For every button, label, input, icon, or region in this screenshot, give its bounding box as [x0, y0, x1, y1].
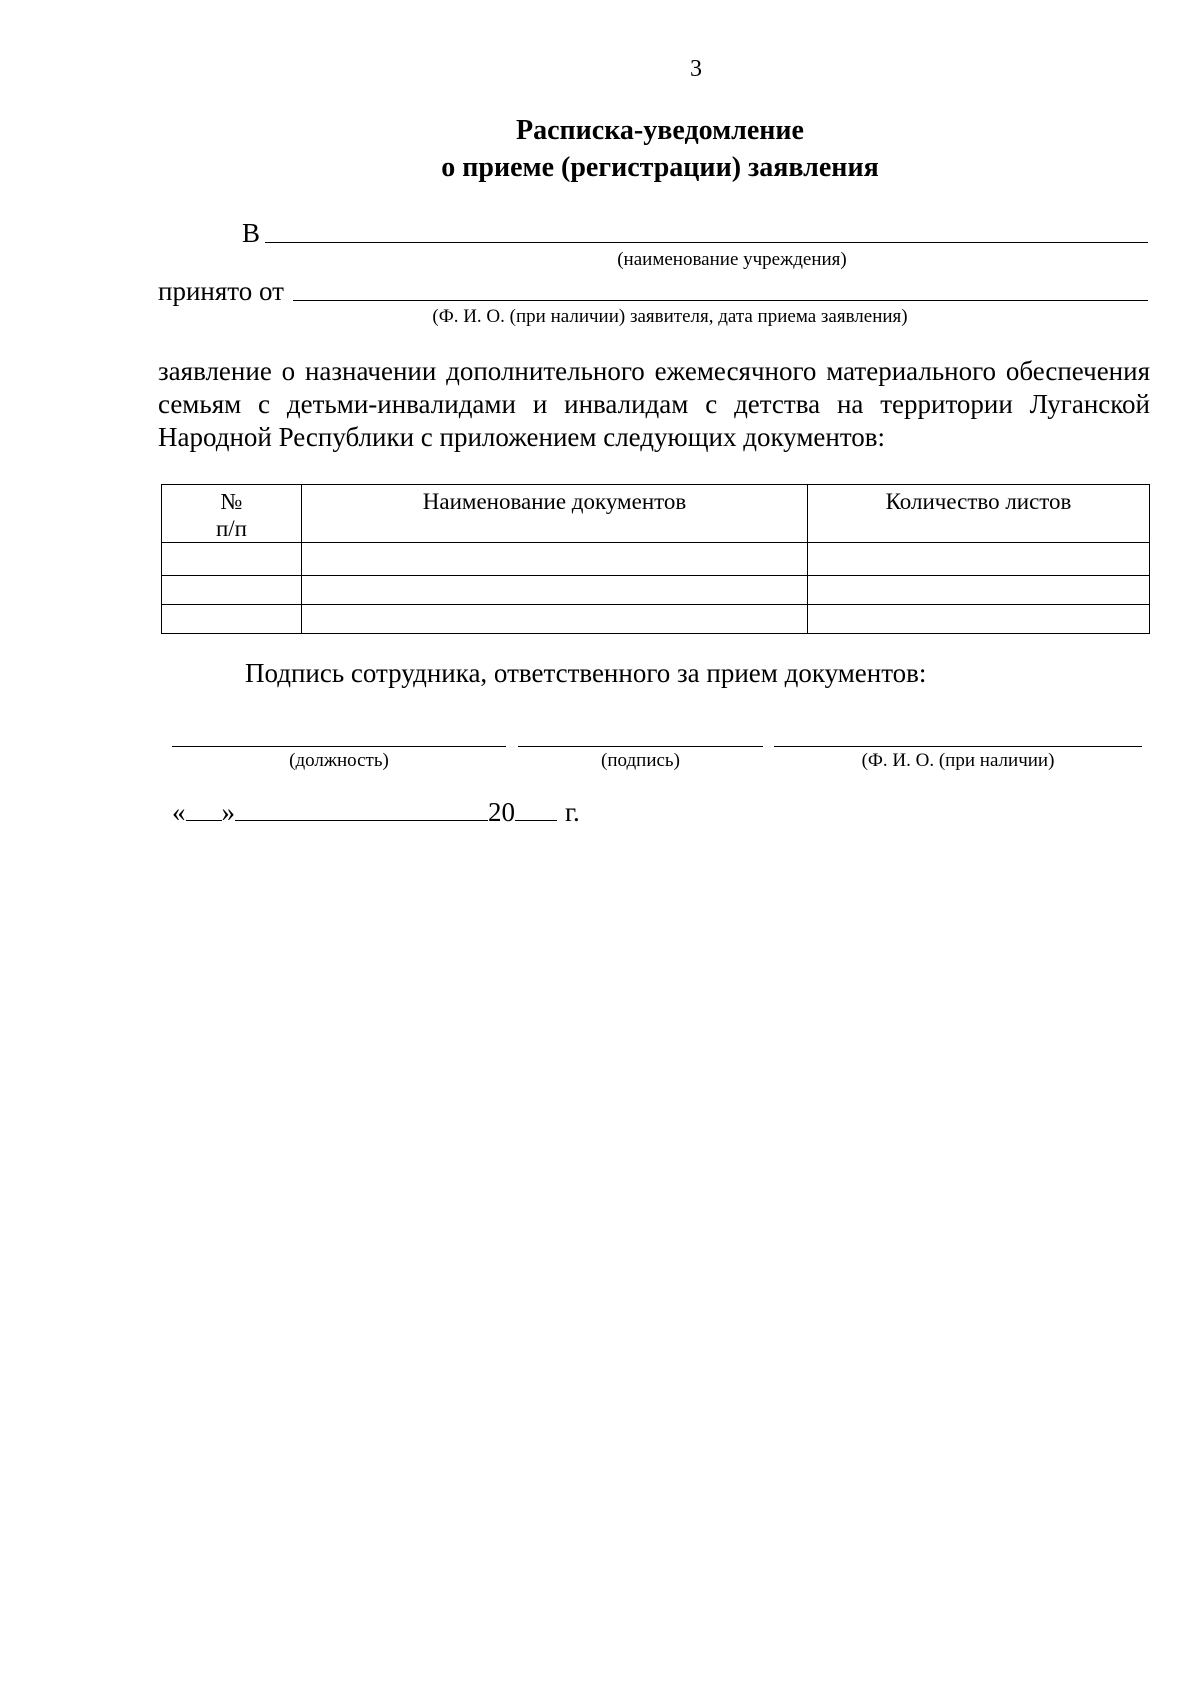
date-day-field[interactable] [186, 796, 222, 821]
header-number [162, 485, 302, 543]
signature-heading: Подпись сотрудника, ответственного за прием документов: [245, 658, 927, 688]
applicant-prefix: принято от [158, 276, 284, 306]
header-document-name: Наименование документов [302, 485, 808, 543]
header-number-line2: п/п [215, 516, 247, 541]
date-year-prefix: 20 [488, 797, 515, 827]
page-number: 3 [690, 56, 702, 82]
table-cell[interactable] [302, 543, 808, 576]
name-caption: (Ф. И. О. (при наличии) [861, 750, 1055, 771]
signature-caption: (подпись) [601, 750, 680, 771]
applicant-caption: (Ф. И. О. (при наличии) заявителя, дата приема заявления) [432, 306, 908, 327]
table-row [162, 543, 1150, 576]
signature-field[interactable] [518, 746, 763, 747]
applicant-field[interactable] [293, 300, 1148, 301]
date-line [172, 796, 580, 828]
table-cell[interactable] [808, 576, 1150, 605]
institution-field[interactable] [265, 242, 1148, 243]
table-cell[interactable] [302, 605, 808, 634]
table-cell[interactable] [162, 543, 302, 576]
table-cell[interactable] [162, 576, 302, 605]
documents-table [161, 484, 1150, 634]
table-header-row [162, 485, 1150, 543]
document-subtitle: о приеме (регистрации) заявления [441, 152, 879, 183]
date-open-quote: « [172, 797, 186, 827]
institution-caption: (наименование учреждения) [617, 249, 847, 270]
table-row [162, 576, 1150, 605]
document-title: Расписка-уведомление [516, 115, 804, 146]
date-month-field[interactable] [235, 796, 488, 821]
position-field[interactable] [172, 746, 506, 747]
header-number-line1: № [220, 489, 243, 514]
header-sheet-count: Количество листов [808, 485, 1150, 543]
date-year-field[interactable] [515, 796, 557, 821]
position-caption: (должность) [289, 750, 389, 771]
date-close-quote: » [221, 797, 235, 827]
application-paragraph: заявление о назначении дополнительного ежемесячного материального обеспечения семьям с детьми-инвалидами и инвалидам с детства на территории Луганской Народной Республики с приложением следующих документов: [158, 356, 1150, 452]
name-field[interactable] [774, 746, 1142, 747]
table-cell[interactable] [808, 543, 1150, 576]
table-cell[interactable] [162, 605, 302, 634]
table-cell[interactable] [808, 605, 1150, 634]
table-cell[interactable] [302, 576, 808, 605]
table-row [162, 605, 1150, 634]
date-year-suffix: г. [565, 797, 580, 827]
institution-prefix: В [242, 218, 261, 248]
